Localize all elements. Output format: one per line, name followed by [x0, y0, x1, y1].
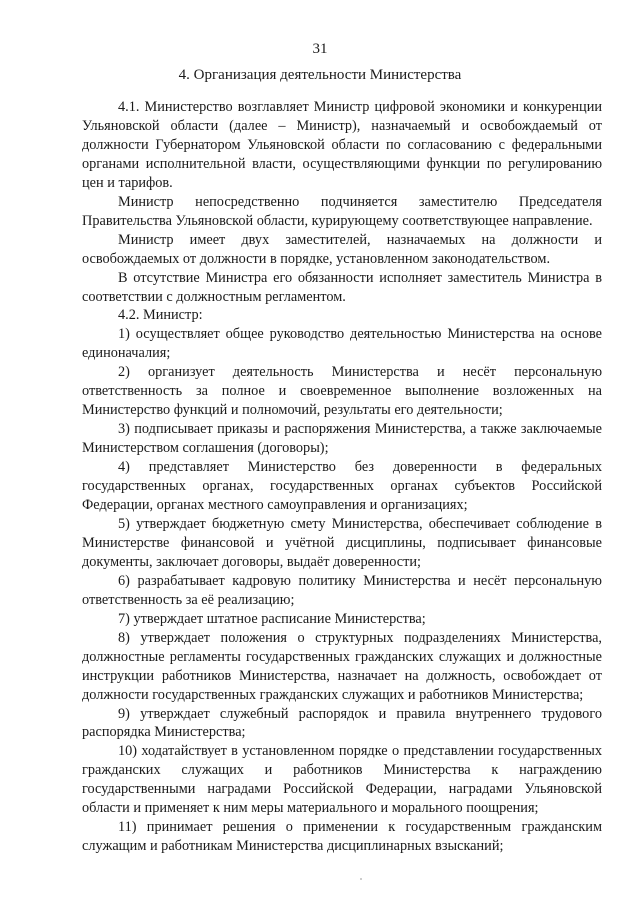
section-title: 4. Организация деятельности Министерства	[178, 67, 462, 83]
paragraph: 4.2. Министр:	[118, 307, 203, 324]
paragraph: Министр имеет двух заместителей, назначаемых на должности и освобождаемых от должности в порядке, установленном законодательством.	[82, 231, 602, 267]
paragraph: 6) разрабатывает кадровую политику Министерства и несёт персональную ответственность за её реализацию;	[82, 572, 602, 608]
paragraph: 5) утверждает бюджетную смету Министерства, обеспечивает соблюдение в Министерстве финансовой и учётной дисциплины, подписывает финансовые документы, заключает договоры, выдаёт доверенности;	[82, 515, 602, 570]
paragraph: 11) принимает решения о применении к государственным гражданским служащим и работникам Министерства дисциплинарных взысканий;	[82, 819, 602, 855]
paragraph: В отсутствие Министра его обязанности исполняет заместитель Министра в соответствии с должностным регламентом.	[82, 269, 602, 305]
paragraph: Министр непосредственно подчиняется заместителю Председателя Правительства Ульяновской области, курирующему соответствующее направление.	[82, 193, 602, 229]
paragraph: 2) организует деятельность Министерства и несёт персональную ответственность за полное и своевременное выполнение возложенных на Министерство функций и полномочий, результаты его деятельности;	[82, 364, 602, 419]
paragraph: 9) утверждает служебный распорядок и правила внутреннего трудового распорядка Министерства;	[82, 705, 602, 741]
paragraph: 7) утверждает штатное расписание Министерства;	[118, 610, 426, 627]
paragraph: 8) утверждает положения о структурных подразделениях Министерства, должностные регламенты государственных гражданских служащих и должностные инструкции работников Министерства, назначает на должность, освобождает от должности государственных гражданских служащих и работников Министерства;	[82, 629, 602, 703]
paragraph: 1) осуществляет общее руководство деятельностью Министерства на основе единоначалия;	[82, 326, 602, 362]
paragraph: 10) ходатайствует в установленном порядке о представлении государственных гражданских служащих и работников Министерства к награждению государственными наградами Российской Федерации, наградами Ульяновской области и применяет к ним меры материального и морального поощрения;	[82, 743, 602, 817]
scan-artifact	[360, 878, 362, 880]
paragraph: 3) подписывает приказы и распоряжения Министерства, а также заключаемые Министерством соглашения (договоры);	[82, 421, 602, 457]
page-number: 31	[312, 41, 328, 57]
document-body	[82, 98, 602, 856]
paragraph: 4) представляет Министерство без доверенности в федеральных государственных органах, государственных органах субъектов Российской Федерации, органах местного самоуправления и организациях;	[82, 459, 602, 514]
paragraph: 4.1. Министерство возглавляет Министр цифровой экономики и конкуренции Ульяновской области (далее – Министр), назначаемый и освобождаемый от должности Губернатором Ульяновской области по согласованию с федеральными органами исполнительной власти, осуществляющими функции по регулированию цен и тарифов.	[82, 99, 602, 191]
